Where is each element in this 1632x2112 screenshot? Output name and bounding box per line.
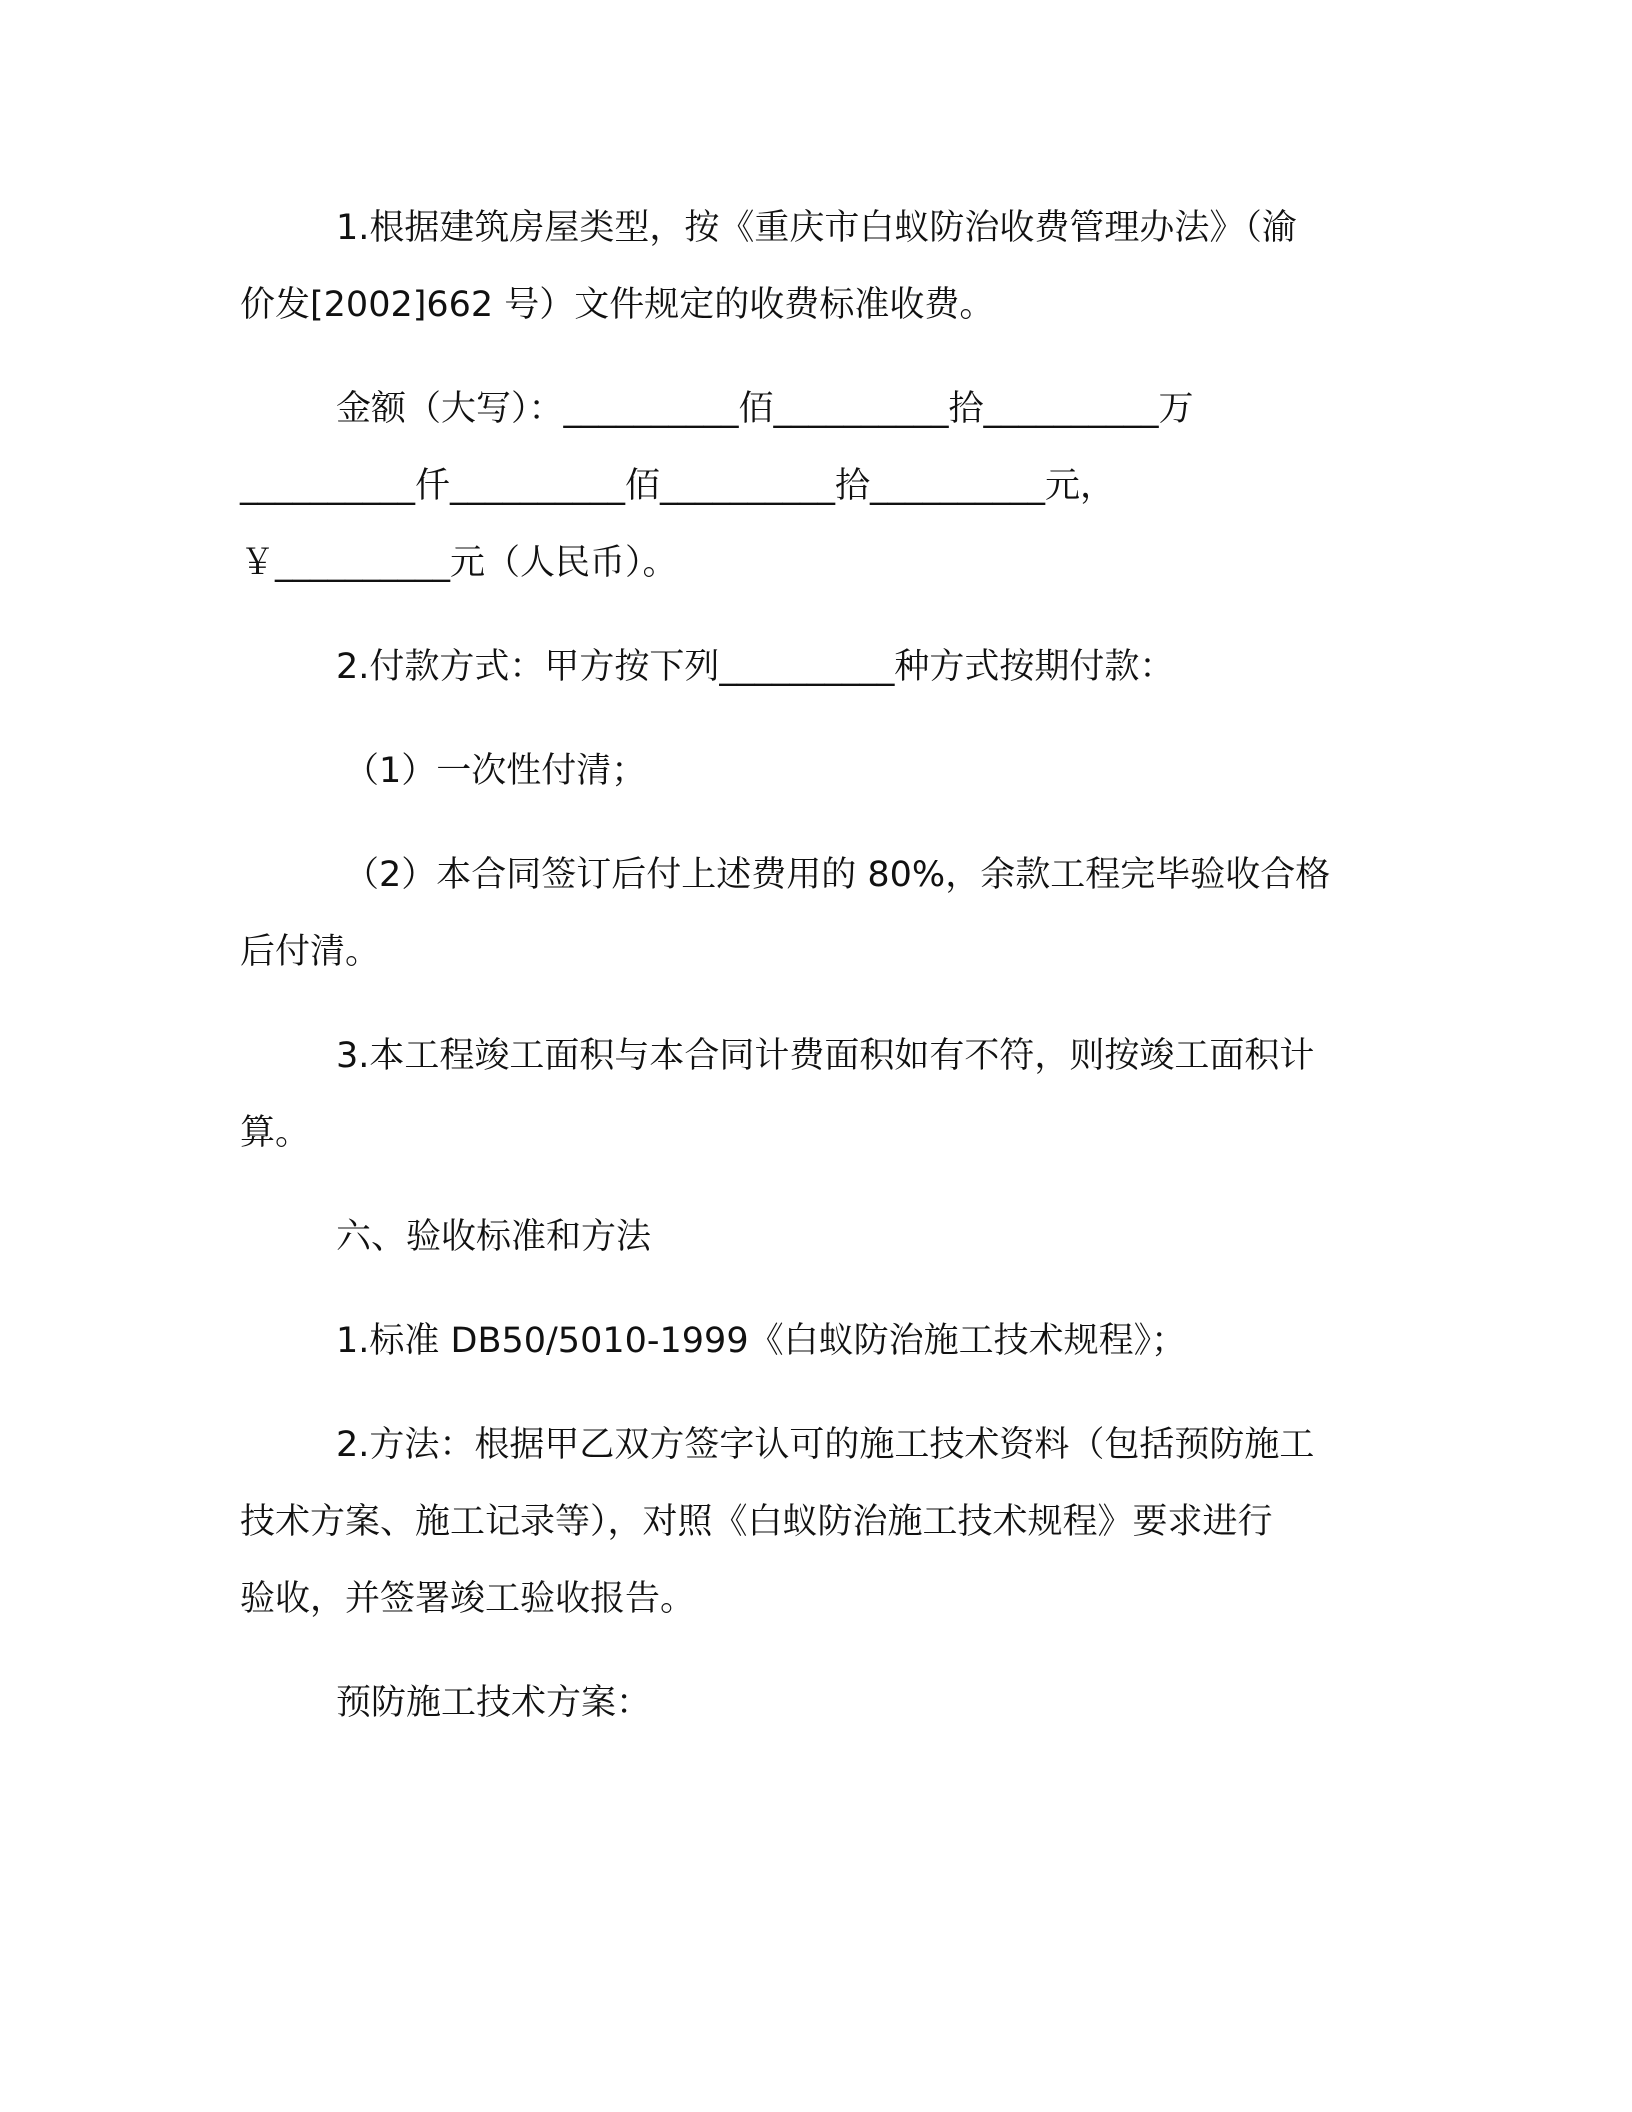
text-line: 价发[2002]662 号）文件规定的收费标准收费。: [240, 285, 995, 325]
prevention-plan-heading: [240, 1665, 1375, 1742]
method-paragraph: [240, 1407, 1375, 1638]
text-line: 算。: [240, 1113, 311, 1153]
fee-standard-paragraph: [240, 190, 1375, 344]
payment-option-2: [240, 837, 1375, 991]
document-body: [240, 190, 1375, 1742]
text-line: 验收，并签署竣工验收报告。: [240, 1579, 696, 1619]
amount-paragraph: [240, 371, 1375, 602]
text-line: 技术方案、施工记录等），对照《白蚁防治施工技术规程》要求进行: [240, 1502, 1273, 1542]
text-line: 预防施工技术方案：: [336, 1683, 652, 1723]
text-line: 1.根据建筑房屋类型，按《重庆市白蚁防治收费管理办法》（渝: [336, 208, 1297, 248]
section-heading: [240, 1199, 1375, 1276]
area-clause-paragraph: [240, 1018, 1375, 1172]
payment-option-1: [240, 733, 1375, 810]
amount-rmb-line: ￥__________元（人民币）。: [240, 543, 678, 583]
text-line: 后付清。: [240, 932, 381, 972]
amount-capital-line: __________仟__________佰__________拾__________元，: [240, 466, 1116, 506]
amount-capital-line: 金额（大写）：__________佰__________拾__________万: [336, 389, 1194, 429]
text-line: （1）一次性付清；: [344, 751, 647, 791]
text-line: 2.付款方式：甲方按下列__________种方式按期付款：: [336, 647, 1175, 687]
standard-paragraph: [240, 1303, 1375, 1380]
text-line: 3.本工程竣工面积与本合同计费面积如有不符，则按竣工面积计: [336, 1036, 1315, 1076]
payment-method-paragraph: [240, 629, 1375, 706]
section-title: 六、验收标准和方法: [336, 1217, 652, 1257]
text-line: （2）本合同签订后付上述费用的 80%，余款工程完毕验收合格: [344, 855, 1331, 895]
text-line: 2.方法：根据甲乙双方签字认可的施工技术资料（包括预防施工: [336, 1425, 1315, 1465]
text-line: 1.标准 DB50/5010-1999《白蚁防治施工技术规程》；: [336, 1321, 1187, 1361]
